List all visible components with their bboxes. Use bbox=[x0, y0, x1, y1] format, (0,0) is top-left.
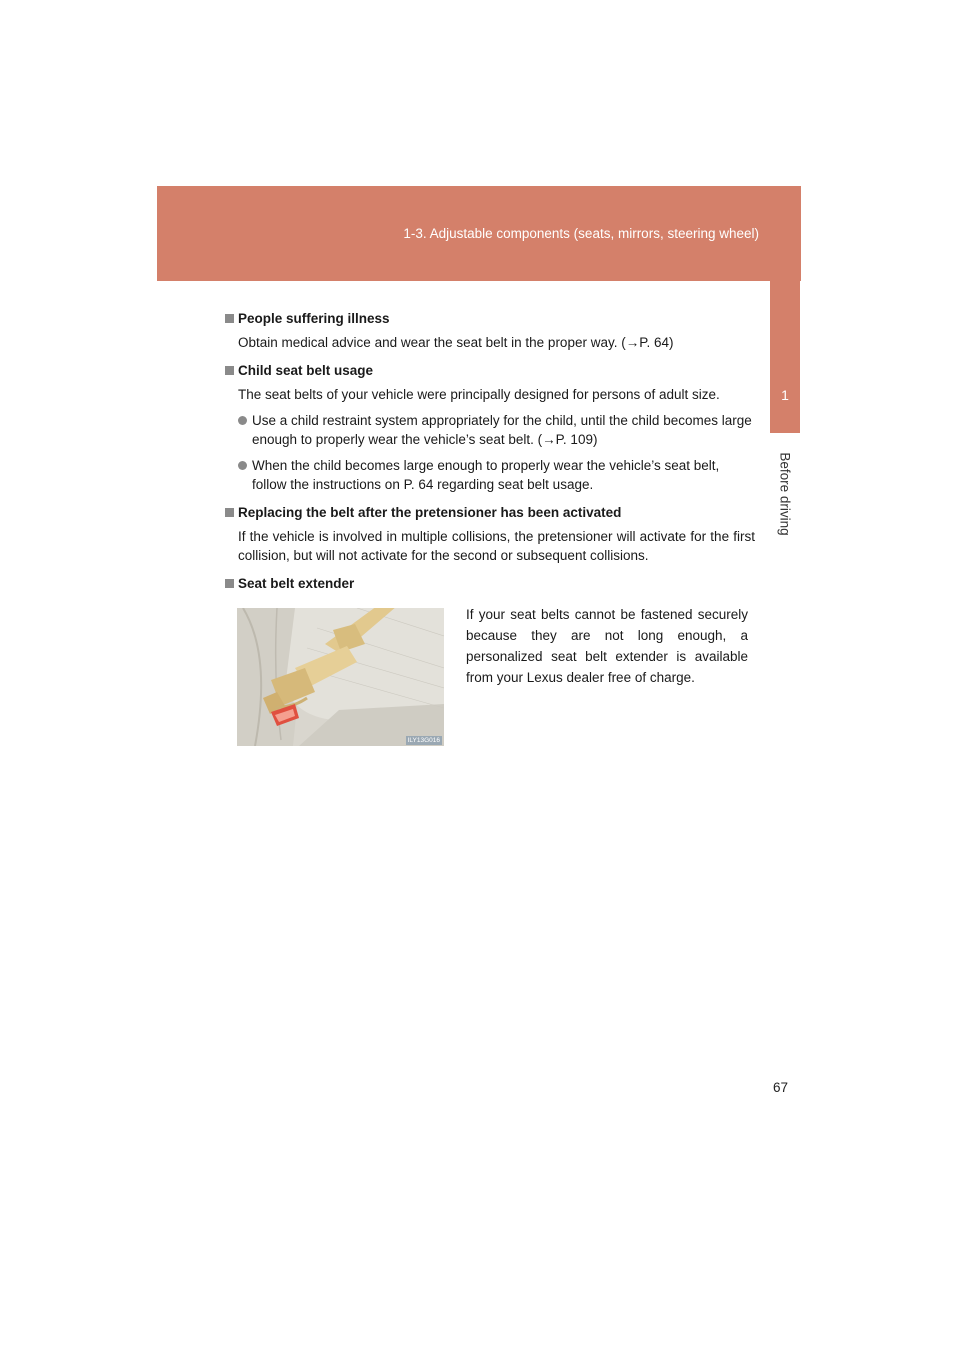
section-text: Obtain medical advice and wear the seat belt in the proper way. (→P. 64) bbox=[238, 335, 674, 350]
list-item-text: When the child becomes large enough to properly wear the vehicle’s seat belt, follow the instructions on P. 64 regarding seat belt usage. bbox=[252, 458, 720, 492]
seat-belt-extender-illustration bbox=[237, 608, 444, 746]
section-heading-text: People suffering illness bbox=[238, 311, 390, 326]
header-title: 1-3. Adjustable components (seats, mirrors, steering wheel) bbox=[403, 226, 759, 241]
round-bullet-icon bbox=[238, 416, 247, 425]
figure-id: ILY13G016 bbox=[407, 737, 440, 744]
seat-belt-illustration-svg bbox=[237, 608, 444, 746]
chapter-label: Before driving bbox=[777, 452, 793, 536]
list-item-text: Use a child restraint system appropriately for the child, until the child becomes large enough to properly wear the vehicle’s seat belt. (→P. 109) bbox=[252, 413, 752, 447]
section-text: If the vehicle is involved in multiple collisions, the pretensioner will activate for the first collision, but will not activate for the second or subsequent collisions. bbox=[238, 529, 755, 563]
square-bullet-icon bbox=[225, 508, 234, 517]
section-text: The seat belts of your vehicle were principally designed for persons of adult size. bbox=[238, 387, 720, 402]
extender-description: If your seat belts cannot be fastened securely because they are not long enough, a personalized seat belt extender is available from your Lexus dealer free of charge. bbox=[466, 607, 748, 685]
section-child-seat-belt bbox=[225, 361, 755, 494]
square-bullet-icon bbox=[225, 366, 234, 375]
section-heading bbox=[225, 503, 755, 522]
round-bullet-icon bbox=[238, 461, 247, 470]
chapter-number: 1 bbox=[781, 387, 789, 403]
section-extender bbox=[225, 574, 755, 593]
section-heading bbox=[225, 574, 755, 593]
square-bullet-icon bbox=[225, 314, 234, 323]
section-heading-text: Seat belt extender bbox=[238, 576, 355, 591]
section-illness bbox=[225, 309, 755, 352]
section-heading-text: Replacing the belt after the pretensioner has been activated bbox=[238, 505, 622, 520]
section-heading-text: Child seat belt usage bbox=[238, 363, 374, 378]
header-band bbox=[157, 186, 801, 281]
page-number: 67 bbox=[772, 1080, 788, 1095]
page-content bbox=[225, 309, 755, 602]
section-heading bbox=[225, 309, 755, 328]
list-item bbox=[225, 456, 755, 494]
chapter-tab bbox=[770, 281, 800, 433]
section-heading bbox=[225, 361, 755, 380]
section-pretensioner bbox=[225, 503, 755, 565]
list-item bbox=[225, 411, 755, 449]
square-bullet-icon bbox=[225, 579, 234, 588]
